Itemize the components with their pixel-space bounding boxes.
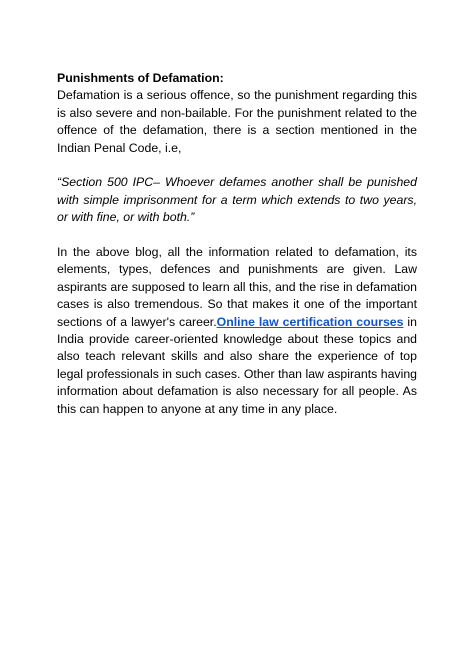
- online-law-courses-link[interactable]: Online law certification courses: [216, 314, 404, 329]
- section-heading: Punishments of Defamation:: [57, 71, 224, 85]
- document-body: [57, 70, 417, 418]
- paragraph-conclusion: [57, 244, 417, 418]
- conclusion-text-end: in India provide career-oriented knowledge about these topics and also teach relevant skills and also share the experience of top legal professionals in such cases. Other than law aspirants having information about defamation is also necessary for all people. As this can happen to anyone at any time in any place.: [57, 314, 417, 416]
- conclusion-text-start: In the above blog, all the information related to defamation, its elements, types, defences and punishments are given. Law aspirants are supposed to learn all this, and the rise in defamation cases is also tremendous. So that makes it one of the important sections of a lawyer's career.: [57, 245, 417, 329]
- ipc-quote: “Section 500 IPC– Whoever defames another shall be punished with simple imprisonment for a term which extends to two years, or with fine, or with both.”: [57, 175, 417, 225]
- paragraph-punishment-intro: Defamation is a serious offence, so the punishment regarding this is also severe and non-bailable. For the punishment related to the offence of the defamation, there is a section mentioned in the Indian Penal Code, i.e,: [57, 88, 417, 155]
